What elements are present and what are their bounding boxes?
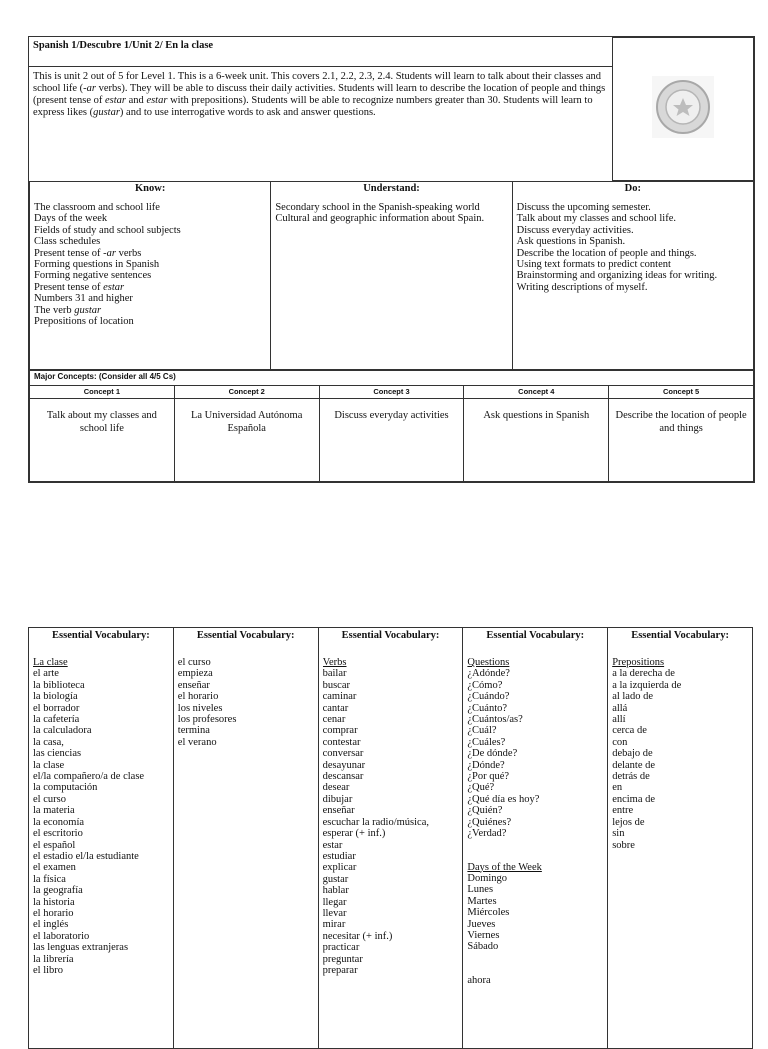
vocab-header: Essential Vocabulary:	[486, 630, 585, 641]
vocab-item: enseñar	[322, 805, 355, 817]
vocab-item: el horario	[177, 691, 219, 703]
vocab-item: la calculadora	[33, 725, 92, 737]
vocab-item: el curso	[33, 793, 66, 805]
vocab-item: el curso	[177, 657, 211, 668]
vocab-item: ¿De dónde?	[467, 748, 518, 760]
vocab-item: cerca de	[612, 725, 647, 737]
understand-list	[271, 194, 511, 227]
vocab-item: los niveles	[177, 702, 223, 714]
concept-5-text: Describe the location of people and things	[609, 399, 754, 482]
vocab-item: a la izquierda de	[612, 679, 682, 691]
vocab-item: empieza	[177, 668, 213, 680]
vocab-item: estar	[322, 839, 343, 851]
do-header: Do:	[624, 183, 641, 194]
list-item: Fields of study and school subjects	[34, 224, 181, 236]
list-item: Brainstorming and organizing ideas for writing.	[516, 270, 718, 282]
list-item: Present tense of estar	[34, 281, 125, 293]
list-item: Prepositions of location	[34, 316, 134, 328]
vocab-item: lejos de	[612, 816, 645, 828]
vocab-item: desayunar	[322, 759, 366, 771]
kud-table	[29, 181, 754, 370]
concept-1-label: Concept 1	[30, 386, 175, 399]
vocab-item: el/la compañero/a de clase	[33, 771, 145, 783]
vocab-item: estudiar	[322, 850, 356, 862]
concept-4-label: Concept 4	[464, 386, 609, 399]
vocab-header: Essential Vocabulary:	[631, 630, 729, 641]
vocab-item: con	[612, 736, 628, 748]
vocab-item: el inglés	[33, 919, 69, 931]
vocab-item: el estadio el/la estudiante	[33, 850, 139, 862]
vocab-item: la materia	[33, 805, 75, 817]
concept-2-text: La Universidad Autónoma Española	[174, 399, 319, 482]
vocab-column-1	[29, 628, 174, 1049]
vocab-item: la biblioteca	[33, 679, 85, 691]
understand-column	[271, 182, 512, 370]
vocab-item: la economía	[33, 816, 85, 828]
list-item: Cultural and geographic information about Spain.	[275, 213, 485, 225]
vocab-column-3	[318, 628, 463, 1049]
concept-1-text: Talk about my classes and school life	[30, 399, 175, 482]
concept-2-label: Concept 2	[174, 386, 319, 399]
vocab-item: hablar	[322, 885, 349, 897]
vocab-item: llegar	[322, 896, 347, 908]
vocab-item: practicar	[322, 942, 360, 954]
vocab-header: Essential Vocabulary:	[341, 630, 440, 641]
vocab-item: el escritorio	[33, 828, 83, 840]
understand-header: Understand:	[363, 183, 420, 194]
know-list	[30, 194, 270, 329]
vocab-item: los profesores	[177, 714, 237, 726]
vocab-item: necesitar (+ inf.)	[322, 930, 393, 942]
vocab-item: la historia	[33, 896, 75, 908]
vocab-item: el borrador	[33, 702, 80, 714]
vocab-list	[608, 641, 752, 851]
vocab-item: la geografía	[33, 885, 83, 897]
list-item: Writing descriptions of myself.	[516, 281, 648, 293]
concepts-table	[29, 370, 754, 482]
vocab-item: Viernes	[467, 929, 500, 941]
vocab-item: allá	[612, 702, 628, 714]
logo-cell	[613, 38, 754, 181]
vocab-item: la casa,	[33, 736, 64, 748]
know-column	[30, 182, 271, 370]
vocab-item: esperar (+ inf.)	[322, 828, 386, 840]
vocab-column-4	[463, 628, 608, 1049]
major-concepts-label: Major Concepts: (Consider all 4/5 Cs)	[30, 371, 754, 386]
vocab-item: bailar	[322, 668, 347, 680]
concept-4-text: Ask questions in Spanish	[464, 399, 609, 482]
vocab-item: ¿Cuándo?	[467, 691, 510, 703]
vocab-item: conversar	[322, 748, 364, 760]
vocab-item: la física	[33, 873, 66, 885]
list-item: The verb gustar	[34, 304, 102, 316]
vocab-item: Miércoles	[467, 907, 510, 919]
vocab-item: ¿Quiénes?	[467, 816, 512, 828]
vocab-item: buscar	[322, 679, 350, 691]
vocab-item: Jueves	[467, 918, 496, 930]
vocab-item: ¿Cuántos/as?	[467, 714, 523, 726]
vocab-item: ¿Verdad?	[467, 828, 507, 840]
section-spacer	[467, 953, 603, 975]
vocab-item: ¿Por qué?	[467, 771, 510, 783]
list-item: Class schedules	[34, 236, 101, 248]
concept-3-text: Discuss everyday activities	[319, 399, 464, 482]
vocab-list	[463, 641, 607, 986]
unit-title: Spanish 1/Descubre 1/Unit 2/ En la clase	[29, 38, 612, 67]
vocab-item: ¿Quién?	[467, 805, 503, 817]
vocab-item: las lenguas extranjeras	[33, 942, 129, 954]
vocab-item: el libro	[33, 964, 64, 976]
concept-5-label: Concept 5	[609, 386, 754, 399]
vocab-section-heading: Prepositions	[612, 657, 665, 668]
vocab-item: entre	[612, 805, 634, 817]
vocab-item: el examen	[33, 862, 76, 874]
vocab-item: Martes	[467, 895, 497, 907]
vocab-item: el verano	[177, 736, 217, 748]
unit-overview-cell	[29, 38, 613, 181]
vocab-item: la librería	[33, 953, 74, 965]
vocab-item: ¿Cómo?	[467, 679, 503, 691]
vocab-item: ¿Adónde?	[467, 668, 510, 680]
vocab-item: debajo de	[612, 748, 653, 760]
vocab-item: explicar	[322, 862, 357, 874]
vocab-item: comprar	[322, 725, 358, 737]
vocab-item: el laboratorio	[33, 930, 90, 942]
list-item: Ask questions in Spanish.	[516, 236, 626, 248]
list-item: Discuss the upcoming semester.	[516, 202, 651, 213]
section-spacer	[467, 840, 603, 862]
vocab-header: Essential Vocabulary:	[52, 630, 150, 641]
vocab-item: termina	[177, 725, 210, 737]
list-item: Secondary school in the Spanish-speaking world	[275, 202, 480, 213]
list-item: Talk about my classes and school life.	[516, 213, 677, 225]
vocab-item: enseñar	[177, 679, 210, 691]
vocab-item: allí	[612, 714, 626, 726]
vocab-item: ahora	[467, 974, 491, 986]
vocab-list	[319, 641, 463, 976]
list-item: The classroom and school life	[34, 202, 160, 213]
vocab-item: Domingo	[467, 872, 508, 884]
vocab-item: la clase	[33, 759, 65, 771]
vocab-list	[174, 641, 318, 748]
vocab-item: descansar	[322, 771, 364, 783]
vocab-column-2	[173, 628, 318, 1049]
vocab-item: preguntar	[322, 953, 363, 965]
vocab-item: Lunes	[467, 884, 494, 896]
vocab-section-heading: Questions	[467, 657, 510, 668]
vocab-item: ¿Dónde?	[467, 759, 505, 771]
vocab-item: Sábado	[467, 941, 499, 953]
vocab-item: ¿Qué día es hoy?	[467, 793, 540, 805]
unit-header-table	[29, 37, 754, 181]
unit-intro: This is unit 2 out of 5 for Level 1. This is a 6-week unit. This covers 2.1, 2.2, 2.3, 2.4. Students will learn to talk about their classes and school life (-ar verbs). They will be able to discuss their daily activities. Students will learn to describe the location of people and things (present tense of estar and estar with prepositions). Students will be able to recognize numbers greater than 30. Students will learn to express likes (gustar) and to use interrogative words to ask and answer questions.	[33, 70, 606, 118]
vocab-item: el arte	[33, 668, 59, 680]
list-item: Days of the week	[34, 213, 108, 225]
vocab-item: a la derecha de	[612, 668, 675, 680]
vocab-item: ¿Qué?	[467, 782, 495, 794]
school-seal-icon	[650, 74, 716, 140]
vocab-item: el español	[33, 839, 76, 851]
vocab-item: caminar	[322, 691, 357, 703]
vocab-item: cantar	[322, 702, 349, 714]
vocab-section-heading: La clase	[33, 657, 68, 668]
list-item: Describe the location of people and things.	[516, 247, 697, 259]
list-item: Forming negative sentences	[34, 270, 152, 282]
vocabulary-table	[28, 627, 753, 1047]
vocab-item: delante de	[612, 759, 656, 771]
vocab-item: al lado de	[612, 691, 654, 703]
vocab-item: desear	[322, 782, 350, 794]
list-item: Using text formats to predict content	[516, 259, 671, 271]
vocab-item: preparar	[322, 964, 358, 976]
list-item: Numbers 31 and higher	[34, 293, 133, 305]
vocab-item: las ciencias	[33, 748, 82, 760]
vocab-item: el horario	[33, 907, 74, 919]
do-column	[512, 182, 753, 370]
list-item: Present tense of -ar verbs	[34, 247, 142, 259]
vocab-section-heading: Days of the Week	[467, 861, 542, 873]
vocab-item: la computación	[33, 782, 98, 794]
concept-3-label: Concept 3	[319, 386, 464, 399]
vocab-item: en	[612, 782, 623, 794]
vocab-item: escuchar la radio/música,	[322, 816, 430, 828]
list-item: Forming questions in Spanish	[34, 259, 160, 271]
vocab-item: ¿Cuánto?	[467, 702, 508, 714]
know-header: Know:	[134, 183, 166, 194]
vocab-item: ¿Cuál?	[467, 725, 497, 737]
vocab-item: contestar	[322, 736, 361, 748]
do-list	[513, 194, 753, 295]
vocab-column-5	[608, 628, 753, 1049]
vocab-section-heading: Verbs	[322, 657, 347, 668]
vocab-item: gustar	[322, 873, 349, 885]
vocab-item: la cafetería	[33, 714, 80, 726]
vocab-item: llevar	[322, 907, 347, 919]
vocab-item: sobre	[612, 839, 635, 851]
vocab-item: ¿Cuáles?	[467, 736, 506, 748]
vocab-item: sin	[612, 828, 625, 840]
vocab-item: la biología	[33, 691, 78, 703]
vocab-item: mirar	[322, 919, 346, 931]
unit-plan-table	[28, 36, 755, 483]
vocab-item: cenar	[322, 714, 346, 726]
vocab-list	[29, 641, 173, 976]
vocab-item: dibujar	[322, 793, 353, 805]
vocab-header: Essential Vocabulary:	[196, 630, 295, 641]
vocab-item: encima de	[612, 793, 656, 805]
list-item: Discuss everyday activities.	[516, 224, 634, 236]
vocab-item: detrás de	[612, 771, 650, 783]
